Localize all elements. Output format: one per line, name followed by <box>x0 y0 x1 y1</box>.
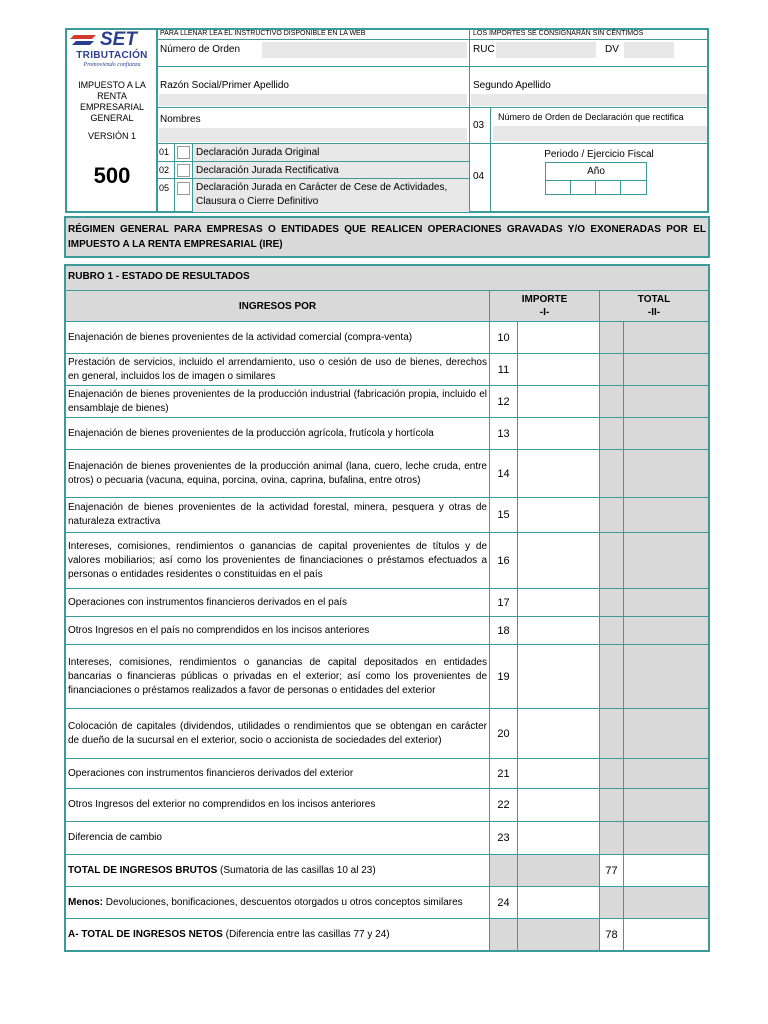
razon-social-field[interactable] <box>159 94 467 106</box>
code-03: 03 <box>473 120 485 131</box>
importe-field[interactable] <box>517 354 599 385</box>
col-importe-label: IMPORTE <box>521 294 568 305</box>
importe-field[interactable] <box>517 617 599 644</box>
total-netos-field[interactable] <box>623 919 708 950</box>
tax-title: IMPUESTO A LA RENTA EMPRESARIAL GENERAL <box>78 80 146 123</box>
total-netos-desc <box>66 919 489 950</box>
row-code: 21 <box>489 759 517 788</box>
rectifica-label: Número de Orden de Declaración que rectifica <box>498 112 684 122</box>
row-code: 11 <box>489 354 517 385</box>
total-code-cell <box>599 450 623 497</box>
decl-code-02: 02 <box>159 165 170 175</box>
form-number: 500 <box>93 163 131 188</box>
row-code: 13 <box>489 418 517 449</box>
col-header-importe <box>489 291 599 321</box>
importe-field-disabled <box>517 855 599 886</box>
code-04: 04 <box>473 171 485 182</box>
decl-label-cese: Declaración Jurada en Carácter de Cese de Actividades, Clausura o Cierre Definitivo <box>196 182 448 207</box>
row-code: 20 <box>489 709 517 758</box>
nombres-label: Nombres <box>160 114 201 125</box>
dv-label: DV <box>605 44 619 55</box>
menos-code: 24 <box>489 887 517 918</box>
total-field <box>623 709 708 758</box>
menos-row <box>66 886 708 918</box>
total-code-cell <box>599 533 623 588</box>
importe-field[interactable] <box>517 450 599 497</box>
row-code-empty <box>489 919 517 950</box>
table-row <box>66 644 708 708</box>
total-code-cell <box>599 589 623 616</box>
row-desc: Operaciones con instrumentos financieros derivados en el país <box>66 589 489 616</box>
table-row <box>66 588 708 616</box>
dv-field[interactable] <box>624 42 674 58</box>
numero-orden-field[interactable] <box>262 42 467 58</box>
total-field <box>623 645 708 708</box>
total-code-cell <box>599 709 623 758</box>
table-row <box>66 497 708 532</box>
row-code: 19 <box>489 645 517 708</box>
total-code-cell <box>599 822 623 854</box>
importe-field[interactable] <box>517 645 599 708</box>
row-code: 17 <box>489 589 517 616</box>
total-code-cell <box>599 418 623 449</box>
importe-field[interactable] <box>517 533 599 588</box>
nombres-field[interactable] <box>159 128 467 142</box>
table-row <box>66 353 708 385</box>
total-field <box>623 386 708 417</box>
importe-field[interactable] <box>517 789 599 821</box>
decl-checkbox-cese[interactable] <box>177 182 190 195</box>
row-desc: Colocación de capitales (dividendos, utilidades o rendimientos que se obtengan en carácter de dueño de la sucursal en el exterior, socio o accionista de sociedades del exterior) <box>66 709 489 758</box>
row-desc: Intereses, comisiones, rendimientos o ganancias de capital provenientes de títulos y de valores mobiliarios; así como los provenientes de financiaciones o préstamos efectuados a personas o entidades residentes o constituidas en el país <box>66 533 489 588</box>
total-field <box>623 450 708 497</box>
row-desc: Enajenación de bienes provenientes de la producción industrial (fabricación propia, incluido el ensamblaje de bienes) <box>66 386 489 417</box>
total-code-cell <box>599 645 623 708</box>
total-brutos-row <box>66 854 708 886</box>
netos-note: (Diferencia entre las casillas 77 y 24) <box>222 928 390 940</box>
menos-bold: Menos: <box>68 896 103 908</box>
table-row <box>66 449 708 497</box>
importe-field-disabled <box>517 919 599 950</box>
logo-slogan: Promoviendo confianza <box>83 62 141 68</box>
table-row <box>66 616 708 644</box>
regime-title-box <box>64 216 710 258</box>
row-code: 22 <box>489 789 517 821</box>
total-brutos-field[interactable] <box>623 855 708 886</box>
rectifica-field[interactable] <box>493 126 707 141</box>
col-ingresos-label: INGRESOS POR <box>238 300 317 312</box>
row-code: 18 <box>489 617 517 644</box>
periodo-label: Periodo / Ejercicio Fiscal <box>544 149 654 160</box>
total-brutos-code: 77 <box>599 855 623 886</box>
row-desc: Otros Ingresos en el país no comprendidos en los incisos anteriores <box>66 617 489 644</box>
decl-code-05: 05 <box>159 183 170 193</box>
total-code-cell <box>599 386 623 417</box>
row-code: 14 <box>489 450 517 497</box>
col-importe-sub: -I- <box>539 307 550 318</box>
rubro-title: RUBRO 1 - ESTADO DE RESULTADOS <box>68 271 250 282</box>
row-desc: Enajenación de bienes provenientes de la producción animal (lana, cuero, leche cruda, entre otros) o pecuaria (vacuna, equina, porcina, ovina, caprina, bufalina, entre otros) <box>66 450 489 497</box>
row-desc: Prestación de servicios, incluido el arrendamiento, uso o cesión de uso de bienes, derechos en general, incluidos los de imagen o similares <box>66 354 489 385</box>
total-code-cell <box>599 498 623 532</box>
total-field <box>623 418 708 449</box>
segundo-apellido-label: Segundo Apellido <box>473 80 551 91</box>
importe-field[interactable] <box>517 498 599 532</box>
table-row <box>66 708 708 758</box>
anio-digit-1[interactable] <box>546 181 571 194</box>
total-field <box>623 322 708 353</box>
regime-title: RÉGIMEN GENERAL PARA EMPRESAS O ENTIDADES QUE REALICEN OPERACIONES GRAVADAS Y/O EXONERADAS POR EL IMPUESTO A LA RENTA EMPRESARIAL (IRE) <box>68 224 706 250</box>
row-code: 23 <box>489 822 517 854</box>
decl-label-rectificativa: Declaración Jurada Rectificativa <box>196 165 339 176</box>
total-field <box>623 354 708 385</box>
table-row <box>66 532 708 588</box>
total-field <box>623 617 708 644</box>
set-logo <box>70 31 154 73</box>
rubro-title-bar <box>66 266 708 291</box>
row-desc: Enajenación de bienes provenientes de la actividad forestal, minera, pesquera y otras de naturaleza extractiva <box>66 498 489 532</box>
total-field <box>623 822 708 854</box>
total-code-cell <box>599 354 623 385</box>
table-row <box>66 758 708 788</box>
menos-importe-field[interactable] <box>517 887 599 918</box>
row-code: 10 <box>489 322 517 353</box>
menos-text: Devoluciones, bonificaciones, descuentos otorgados u otros conceptos similares <box>103 896 463 908</box>
table-row <box>66 788 708 821</box>
importe-field[interactable] <box>517 322 599 353</box>
decl-label-original: Declaración Jurada Original <box>196 147 320 158</box>
ruc-field[interactable] <box>496 42 596 58</box>
row-code: 16 <box>489 533 517 588</box>
total-field <box>623 789 708 821</box>
table-row <box>66 385 708 417</box>
row-desc: Intereses, comisiones, rendimientos o ganancias de capital depositados en entidades bancarias o financieras públicas o privadas en el exterior; así como los provenientes de financiaciones o préstamos realizados a favor de personas o entidades del exterior <box>66 645 489 708</box>
instructivo-note: PARA LLENAR LEA EL INSTRUCTIVO DISPONIBLE EN LA WEB <box>160 30 366 37</box>
total-field <box>623 887 708 918</box>
total-field <box>623 533 708 588</box>
row-code-empty <box>489 855 517 886</box>
total-field <box>623 759 708 788</box>
total-code-cell <box>599 887 623 918</box>
importe-field[interactable] <box>517 709 599 758</box>
total-code-cell <box>599 322 623 353</box>
total-field <box>623 589 708 616</box>
importe-field[interactable] <box>517 386 599 417</box>
segundo-apellido-field[interactable] <box>471 94 707 106</box>
numero-orden-label: Número de Orden <box>160 44 241 55</box>
col-header-total <box>599 291 708 321</box>
anio-digit-4[interactable] <box>621 181 646 194</box>
col-header-ingresos <box>66 291 489 321</box>
logo-text: SET <box>100 29 137 50</box>
anio-digit-2[interactable] <box>571 181 596 194</box>
total-code-cell <box>599 617 623 644</box>
table-row <box>66 417 708 449</box>
row-desc: Enajenación de bienes provenientes de la actividad comercial (compra-venta) <box>66 322 489 353</box>
row-desc: Diferencia de cambio <box>66 822 489 854</box>
total-brutos-note: (Sumatoria de las casillas 10 al 23) <box>217 864 376 876</box>
col-total-label: TOTAL <box>637 294 671 305</box>
row-code: 15 <box>489 498 517 532</box>
importe-field[interactable] <box>517 822 599 854</box>
razon-social-label: Razón Social/Primer Apellido <box>160 80 289 91</box>
importe-field[interactable] <box>517 418 599 449</box>
decl-checkbox-rectificativa[interactable] <box>177 164 190 177</box>
row-desc: Enajenación de bienes provenientes de la producción agrícola, frutícola y hortícola <box>66 418 489 449</box>
table-row <box>66 321 708 353</box>
form-version: VERSIÓN 1 <box>87 131 136 141</box>
total-brutos-desc <box>66 855 489 886</box>
total-field <box>623 498 708 532</box>
netos-code: 78 <box>599 919 623 950</box>
row-desc: Otros Ingresos del exterior no comprendidos en los incisos anteriores <box>66 789 489 821</box>
decl-code-01: 01 <box>159 147 170 157</box>
table-row <box>66 821 708 854</box>
row-code: 12 <box>489 386 517 417</box>
total-code-cell <box>599 789 623 821</box>
total-netos-row <box>66 918 708 950</box>
total-code-cell <box>599 759 623 788</box>
ruc-label: RUC <box>473 44 495 55</box>
anio-label: Año <box>587 166 605 177</box>
importe-field[interactable] <box>517 589 599 616</box>
importes-note: LOS IMPORTES SE CONSIGNARÁN SIN CÉNTIMOS <box>473 30 644 37</box>
row-desc: Operaciones con instrumentos financieros derivados del exterior <box>66 759 489 788</box>
decl-checkbox-original[interactable] <box>177 146 190 159</box>
col-total-sub: -II- <box>647 307 661 318</box>
importe-field[interactable] <box>517 759 599 788</box>
menos-desc <box>66 887 489 918</box>
total-brutos-bold: TOTAL DE INGRESOS BRUTOS <box>68 864 218 876</box>
netos-bold: A- TOTAL DE INGRESOS NETOS <box>68 928 223 940</box>
logo-subtitle: TRIBUTACIÓN <box>76 50 148 61</box>
anio-digit-3[interactable] <box>596 181 621 194</box>
